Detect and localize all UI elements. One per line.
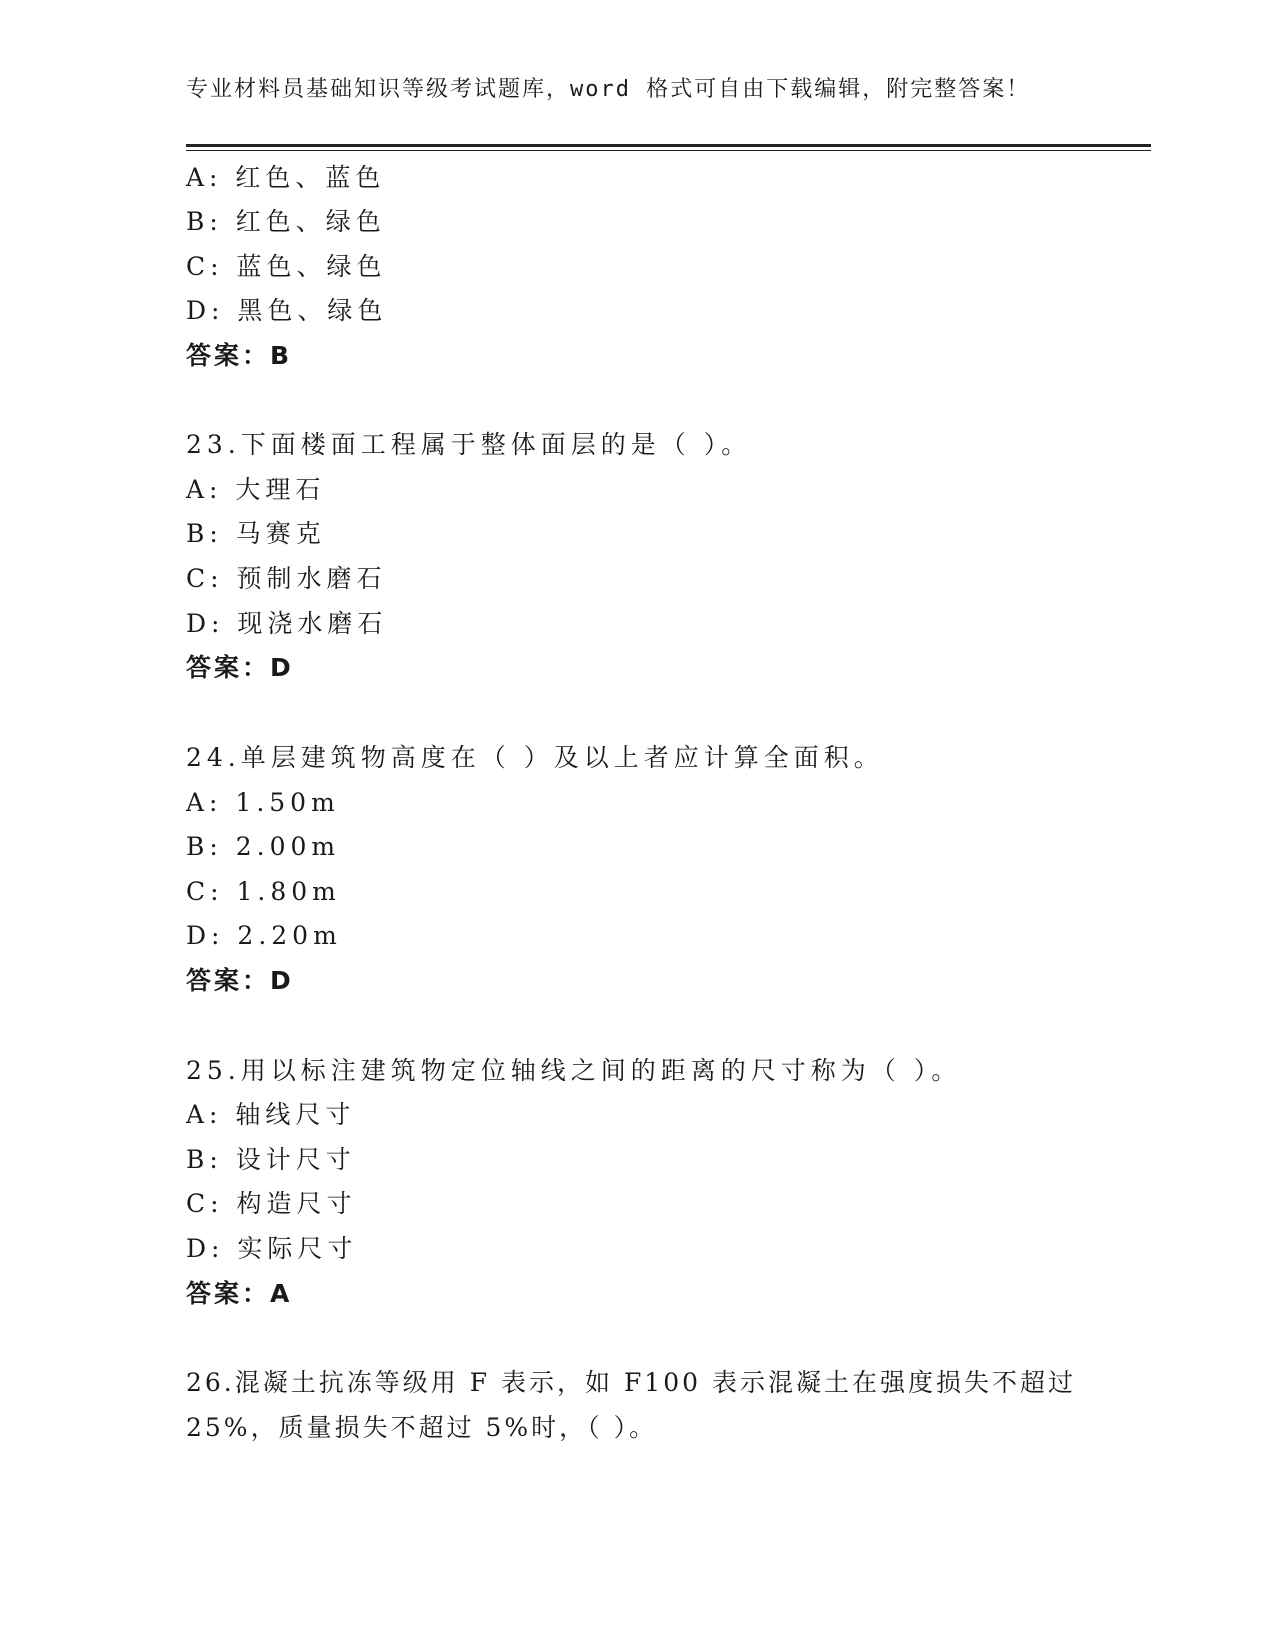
q24-option-a: A: 1.50m <box>186 788 340 817</box>
q23-option-d: D: 现浇水磨石 <box>186 609 388 638</box>
q26-stem-line-2: 25%，质量损失不超过 5%时，（ ）。 <box>186 1413 658 1442</box>
q23-option-c: C: 预制水磨石 <box>186 564 387 593</box>
q22-option-a: A: 红色、蓝色 <box>186 163 386 192</box>
q24-option-d: D: 2.20m <box>186 921 342 950</box>
q25-option-c: C: 构造尺寸 <box>186 1189 357 1218</box>
header-rule-thin <box>186 150 1151 151</box>
q25-answer: 答案：A <box>186 1279 293 1308</box>
header-rule-thick <box>186 144 1151 147</box>
q23-option-a: A: 大理石 <box>186 475 326 504</box>
q22-option-b: B: 红色、绿色 <box>186 207 386 236</box>
q22-option-d: D: 黑色、绿色 <box>186 296 388 325</box>
q24-option-b: B: 2.00m <box>186 832 341 861</box>
q23-stem: 23.下面楼面工程属于整体面层的是（ ）。 <box>186 430 752 459</box>
q23-option-b: B: 马赛克 <box>186 519 326 548</box>
q24-option-c: C: 1.80m <box>186 877 341 906</box>
q23-answer: 答案：D <box>186 653 294 682</box>
q25-option-a: A: 轴线尺寸 <box>186 1100 356 1129</box>
q22-answer: 答案：B <box>186 341 293 370</box>
q25-stem: 25.用以标注建筑物定位轴线之间的距离的尺寸称为（ ）。 <box>186 1056 962 1085</box>
q26-stem-line-1: 26.混凝土抗冻等级用 F 表示，如 F100 表示混凝土在强度损失不超过 <box>186 1368 1076 1397</box>
q22-option-c: C: 蓝色、绿色 <box>186 252 387 281</box>
document-header: 专业材料员基础知识等级考试题库，word 格式可自由下载编辑，附完整答案！ <box>186 77 1031 102</box>
q25-option-d: D: 实际尺寸 <box>186 1234 358 1263</box>
q24-stem: 24.单层建筑物高度在（ ）及以上者应计算全面积。 <box>186 743 884 772</box>
q24-answer: 答案：D <box>186 966 294 995</box>
q25-option-b: B: 设计尺寸 <box>186 1145 356 1174</box>
